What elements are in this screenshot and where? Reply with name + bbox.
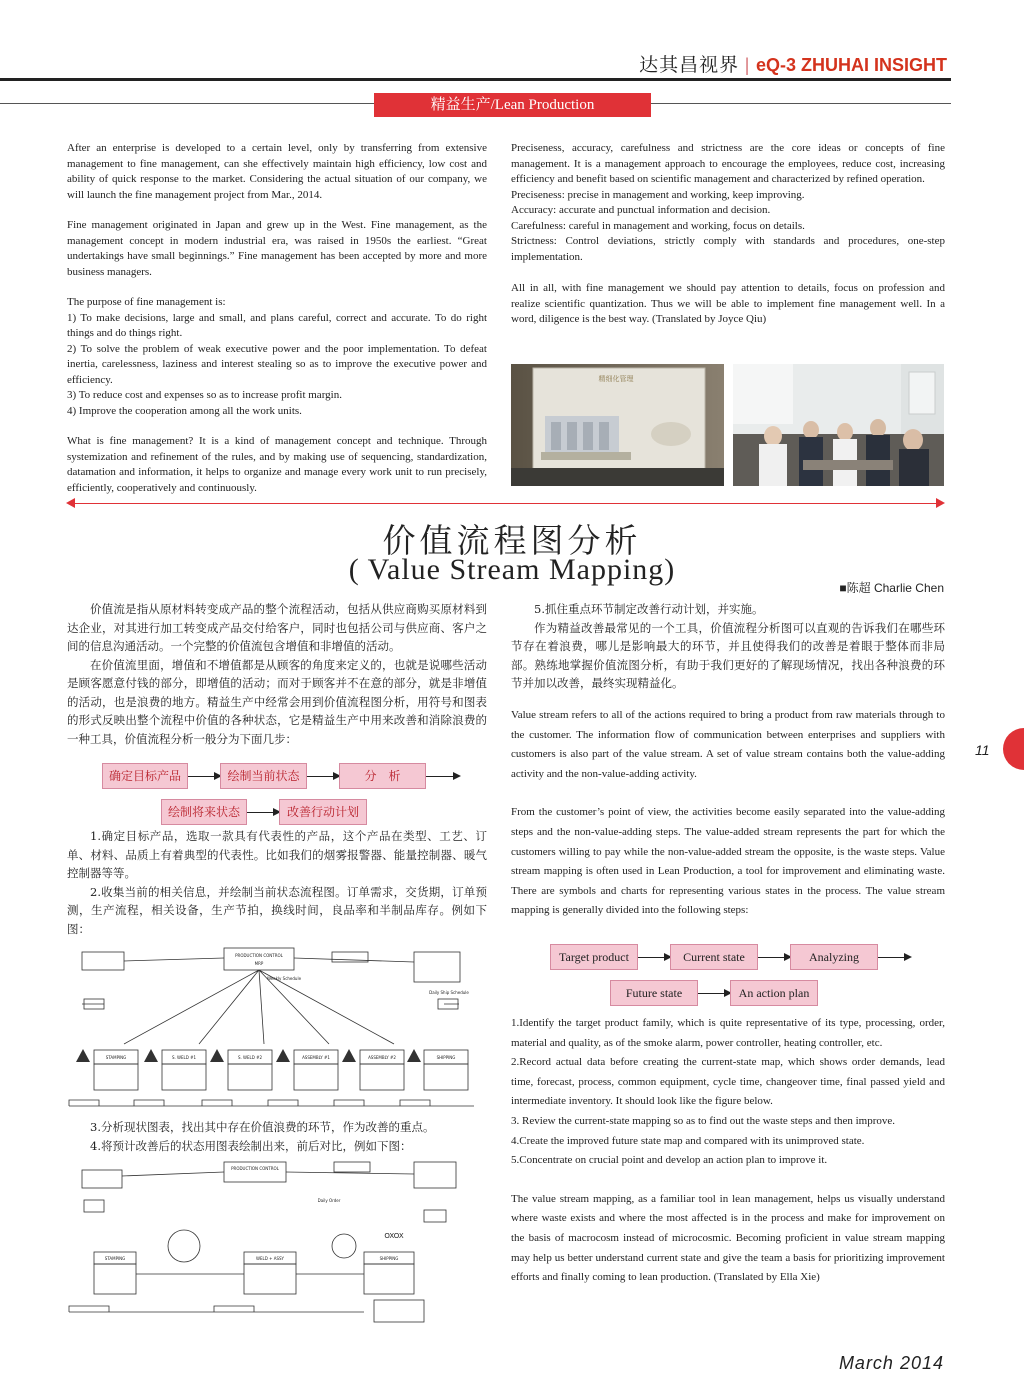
- cn-paragraph: 3.分析现状图表，找出其中存在价值浪费的环节，作为改善的重点。: [90, 1120, 435, 1134]
- lean-paragraph: 4) Improve the cooperation among all the work units.: [67, 404, 302, 417]
- vsm-process: STAMPING: [104, 1256, 126, 1261]
- cn-flow-current-state: 绘制当前状态: [220, 763, 307, 789]
- article-title-chinese: 价值流程图分析: [382, 521, 642, 560]
- flow-arrow: [758, 957, 790, 958]
- en-flow-future-state: Future state: [610, 980, 698, 1006]
- divider-arrow-right: [936, 498, 945, 508]
- en-flow-action-plan: An action plan: [730, 980, 818, 1006]
- masthead-chinese: 达其昌视界: [639, 54, 740, 76]
- vsm-label: Daily Ship Schedule: [429, 990, 469, 995]
- author-byline: ■陈超 Charlie Chen: [839, 581, 944, 595]
- lean-paragraph: Preciseness: precise in management and working, keep improving.: [511, 188, 805, 201]
- cn-flow-analyze: 分 析: [339, 763, 426, 789]
- meeting-room-photo: [733, 364, 944, 486]
- flow-arrow: [188, 776, 220, 777]
- lean-paragraph: Preciseness, accuracy, carefulness and strictness are the core ideas or concepts of fine management. It is a management approach to encourage the employees, reduce cost, increasing efficiency and benefit based on scientific management and characterized by refined operation.: [511, 142, 945, 185]
- masthead: [639, 50, 947, 77]
- lean-paragraph: After an enterprise is developed to a certain level, only by transferring from extensive management to fine management, can she effectively maintain high efficiency, low cost and ability of quick response to the market. Considering the actual situation of our company, we will launch the fine management project from Mar., 2014.: [67, 142, 487, 201]
- section-label: 精益生产/Lean Production: [374, 93, 651, 117]
- vsm-chinese-steps: [67, 827, 487, 938]
- masthead-separator: |: [745, 55, 750, 76]
- meeting-slide-photo: [511, 364, 724, 486]
- lean-right-column: [511, 141, 945, 328]
- lean-paragraph: What is fine management? It is a kind of management concept and technique. Through systemization and refinement of the rules, and by making use of sequencing, standardization, datamation and information, it helps to organize and manage every work unit to run precisely, efficiently, cooperatively and continuously.: [67, 435, 487, 494]
- en-flow-current-state: Current state: [670, 944, 758, 970]
- lean-paragraph: Accuracy: accurate and punctual information and decision.: [511, 204, 771, 216]
- vsm-process: ASSEMBLY #1: [302, 1055, 330, 1060]
- cn-paragraph: 5.抓住重点环节制定改善行动计划，并实施。: [534, 602, 764, 616]
- current-state-map: [64, 944, 484, 1114]
- vsm-process: SHIPPING: [379, 1256, 399, 1261]
- masthead-english: eQ-3 ZHUHAI INSIGHT: [755, 55, 947, 75]
- en-paragraph: From the customer’s point of view, the activities become easily separated into the value-adding steps and the non-value-adding steps. The value-added stream represents the part for which the customers willing to pay while the non-value-added stream the opposite, is the waste steps. Value stream mapping is often used in Lean Production, a tool for improvement and eliminating waste. There are symbols and charts for representing various states in the process. The value stream mapping is generally divided into the following steps:: [511, 806, 945, 917]
- vsm-label: Weekly Schedule: [266, 976, 302, 981]
- vsm-label: MRP: [254, 961, 264, 966]
- flow-arrow: [307, 776, 339, 777]
- cn-paragraph: 2.收集当前的相关信息，并绘制当前状态流程图。订单需求，交货期，订单预测，生产流程，相关设备，生产节拍，换线时间，良品率和半制品库存。例如下图：: [67, 884, 487, 936]
- flow-arrow: [247, 812, 279, 813]
- flow-arrow: [698, 993, 730, 994]
- en-paragraph: The value stream mapping, as a familiar tool in lean management, helps us visually understand where waste exists and where the most affected is in the process and make for improvement on the basis of macrocosm instead of microcosmic. Becoming proficient in value stream mapping may help us better understand current state and give the team a basis for prioritizing improvement efforts and finally coming to lean production. (Translated by Ella Xie): [511, 1192, 945, 1284]
- vsm-label: PRODUCTION CONTROL: [231, 1166, 279, 1171]
- cn-paragraph: 4.将预计改善后的状态用图表绘制出来，前后对比，例如下图：: [90, 1138, 412, 1153]
- en-paragraph: 2.Record actual data before creating the current-state map, which shows order demands, lead time, forecast, process, common equipment, cycle time, changeover time, final passed yield and intermediate inventory. It should look like the figure below.: [511, 1056, 945, 1108]
- lean-paragraph: Strictness: Control deviations, strictly comply with standards and procedures, one-step implementation.: [511, 235, 945, 263]
- lean-paragraph: The purpose of fine management is:: [67, 296, 226, 308]
- lean-paragraph: 3) To reduce cost and expenses so as to increase profit margin.: [67, 389, 342, 401]
- vsm-label: OXOX: [384, 1232, 404, 1240]
- en-flow-analyzing: Analyzing: [790, 944, 878, 970]
- lean-paragraph: All in all, with fine management we should pay attention to details, focus on profession and realize scientific quantization. Thus we will be able to implement fine management well. In a word, diligence is the best way. (Translated by Joyce Qiu): [511, 282, 945, 325]
- vsm-process: ASSEMBLY #2: [368, 1055, 396, 1060]
- issue-date: March 2014: [838, 1353, 944, 1373]
- en-paragraph: 3. Review the current-state mapping so as to find out the waste steps and then improve.: [511, 1114, 895, 1127]
- page-number: 11: [975, 742, 990, 758]
- vsm-chinese-steps-2: [67, 1118, 487, 1155]
- en-paragraph: 1.Identify the target product family, which is quite representative of its type, processing, order, material and quality, as of the smoke alarm, power controller, heating controller, etc.: [511, 1017, 945, 1049]
- en-paragraph: 4.Create the improved future state map and compared with its unimproved state.: [511, 1134, 865, 1147]
- flow-arrow: [638, 957, 670, 958]
- vsm-process: STAMPING: [105, 1055, 127, 1060]
- vsm-process: WELD + ASSY: [256, 1256, 284, 1261]
- cn-paragraph: 作为精益改善最常见的一个工具，价值流程分析图可以直观的告诉我们在哪些环节存在着浪费，哪儿是影响最大的环节，并且使得我们的改善是着眼于整体而非局部。熟练地掌握价值流图分析，有助于我们更好的了解现场情况，找出各种浪费的环节并加以改善，最终实现精益化。: [511, 620, 945, 690]
- vsm-process: SHIPPING: [436, 1055, 456, 1060]
- cn-paragraph: 在价值流里面，增值和不增值都是从顾客的角度来定义的，也就是说哪些活动是顾客愿意付钱的部分，即增值的活动；而对于顾客并不在意的部分，就是非增值的活动，也是浪费的地方。精益生产中经常会用到价值流程图分析，用符号和图表的形式反映出整个流程中价值的各种状态，它是精益生产中用来改善和消除浪费的一种工具，价值流程分析一般分为下面几步：: [67, 657, 487, 746]
- vsm-process: S. WELD #2: [237, 1055, 263, 1060]
- vsm-process: S. WELD #1: [171, 1055, 197, 1060]
- en-flow-target-product: Target product: [550, 944, 638, 970]
- cn-flow-target-product: 确定目标产品: [102, 763, 188, 789]
- cn-flow-future-state: 绘制将来状态: [161, 799, 247, 825]
- header-rule-thick: [0, 78, 951, 81]
- en-paragraph: Value stream refers to all of the actions required to bring a product from raw materials through to the customer. The information flow of communication between enterprises and suppliers with customers is also part of the value stream. A set of value stream contains both the value-adding activity and the non-value-adding activity.: [511, 709, 945, 780]
- cn-flow-action-plan: 改善行动计划: [279, 799, 367, 825]
- vsm-label: Daily Order: [317, 1198, 341, 1203]
- cn-paragraph: 价值流是指从原材料转变成产品的整个流程活动，包括从供应商购买原材料到达企业，对其进行加工转变成产品交付给客户，同时也包括公司与供应商、客户之间的信息沟通活动。一个完整的价值流包含增值和非增值的活动。: [67, 602, 487, 653]
- lean-paragraph: 2) To solve the problem of weak executive power and the poor implementation. To defeat inertia, carelessness, laziness and interest stealing so as to improve the executive power and efficiency.: [67, 342, 487, 386]
- future-state-map: [64, 1156, 484, 1326]
- en-paragraph: 5.Concentrate on crucial point and develop an action plan to improve it.: [511, 1154, 828, 1167]
- article-title-english: ( Value Stream Mapping): [348, 553, 676, 586]
- vsm-label: PRODUCTION CONTROL: [235, 953, 283, 958]
- section-divider: [72, 503, 938, 504]
- flow-arrow: [426, 776, 459, 777]
- vsm-english-column: [511, 706, 945, 921]
- flow-arrow: [878, 957, 910, 958]
- cn-paragraph: 1.确定目标产品，选取一款具有代表性的产品，这个产品在类型、工艺、订单、材料、品质上有着典型的代表性。比如我们的烟雾报警器、能量控制器、暖气控制器等等。: [67, 829, 487, 880]
- lean-paragraph: 1) To make decisions, large and small, and plans careful, correct and accurate. To do right things and do things right.: [67, 311, 487, 339]
- lean-paragraph: Carefulness: careful in management and working, focus on details.: [511, 219, 805, 232]
- page-tab: [1003, 728, 1024, 770]
- vsm-chinese-intro: [67, 600, 487, 748]
- slide-title: 精细化管理: [598, 375, 634, 383]
- lean-left-column: [67, 141, 487, 496]
- lean-paragraph: Fine management originated in Japan and grew up in the West. Fine management, as the management concept in modern industrial era, was raised in 1950s the earliest. “Great undertakings have small beginnings.” Fine management has been accepted by more and more business managers.: [67, 219, 487, 278]
- vsm-english-steps: [511, 1014, 945, 1288]
- vsm-chinese-right: [511, 600, 945, 693]
